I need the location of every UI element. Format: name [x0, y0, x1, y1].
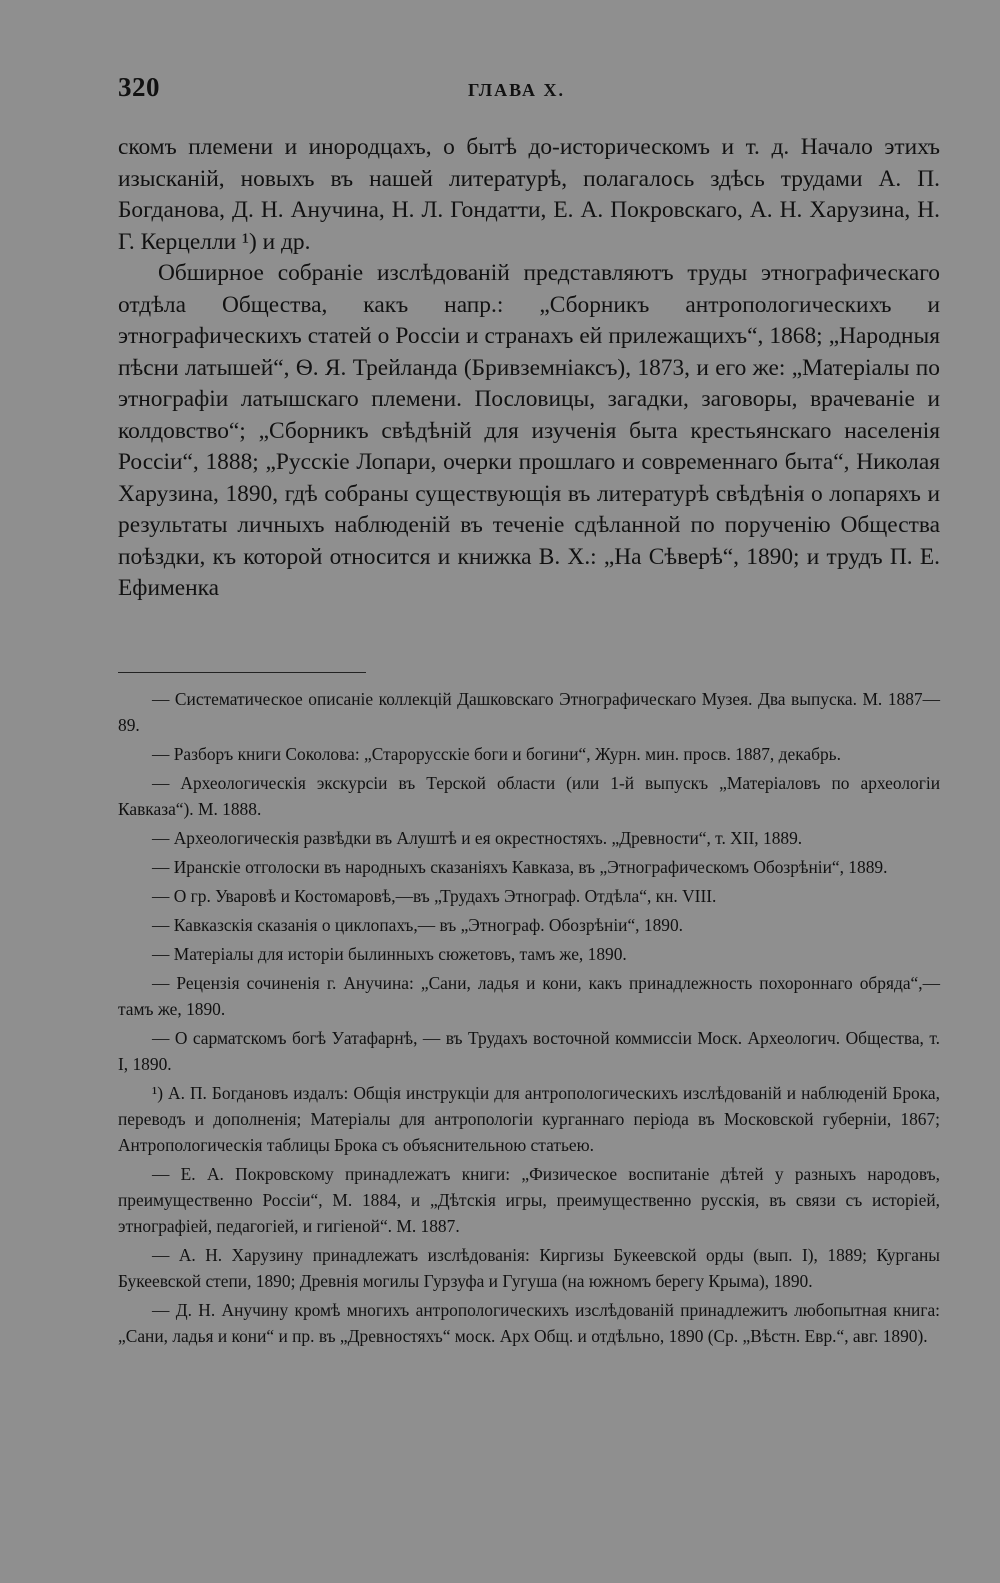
footnote-item: — О сарматскомъ богѣ Уатафарнѣ, — въ Трудахъ восточной коммиссіи Моск. Археологич. Общества, т. I, 1890. — [118, 1028, 940, 1074]
footnote-item: — Матеріалы для исторіи былинныхъ сюжетовъ, тамъ же, 1890. — [152, 944, 627, 964]
footnote-item: — Систематическое описаніе коллекцій Дашковскаго Этнографическаго Музея. Два выпуска. М. 1887—89. — [118, 689, 940, 735]
footnote-item: — Археологическія экскурсіи въ Терской области (или 1-й выпускъ „Матеріаловъ по археологіи Кавказа“). М. 1888. — [118, 773, 940, 819]
footnote-item: — Кавказскія сказанія о циклопахъ,— въ „Этнограф. Обозрѣніи“, 1890. — [152, 915, 683, 935]
footnote-item: — Рецензія сочиненія г. Анучина: „Сани, ладья и кони, какъ принадлежность похороннаго обряда“,—тамъ же, 1890. — [118, 973, 940, 1019]
footnote-item: — А. Н. Харузину принадлежатъ изслѣдованія: Киргизы Букеевской орды (вып. I), 1889; Курганы Букеевской степи, 1890; Древнія могилы Гурзуфа и Гугуша (на южномъ берегу Крыма), 1890. — [118, 1245, 940, 1291]
footnotes — [118, 686, 940, 1352]
footnote-item: ¹) А. П. Богдановъ издалъ: Общія инструкціи для антропологическихъ изслѣдованій и наблюденій Брока, переводъ и дополненія; Матеріалы для антропологіи курганнаго періода въ Московской губерніи, 1867; Антропологическія таблицы Брока съ объяснительною статьею. — [118, 1083, 940, 1155]
footnote-item: — Разборъ книги Соколова: „Старорусскіе боги и богини“, Журн. мин. просв. 1887, декабрь. — [152, 744, 841, 764]
footnote-separator — [118, 672, 366, 673]
footnote-item: — Д. Н. Анучину кромѣ многихъ антропологическихъ изслѣдованій принадлежитъ любопытная книга: „Сани, ладья и кони“ и пр. въ „Древностяхъ“ моск. Арх Общ. и отдѣльно, 1890 (Ср. „Вѣстн. Евр.“, авг. 1890). — [118, 1300, 940, 1346]
page-header — [118, 72, 938, 112]
main-text — [118, 132, 940, 605]
main-paragraph-2: Обширное собраніе изслѣдованій представляютъ труды этнографическаго отдѣла Общества, какъ напр.: „Сборникъ антропологическихъ и этнографическихъ статей о Россіи и странахъ ей прилежащихъ“, 1868; „Народныя пѣсни латышей“, Ѳ. Я. Трейланда (Бривземніаксъ), 1873, и его же: „Матеріалы по этнографіи латышскаго племени. Пословицы, загадки, заговоры, врачеваніе и колдовство“; „Сборникъ свѣдѣній для изученія быта крестьянскаго населенія Россіи“, 1888; „Русскіе Лопари, очерки прошлаго и современнаго быта“, Николая Харузина, 1890, гдѣ собраны существующія въ литературѣ свѣдѣнія о лопаряхъ и результаты личныхъ наблюденій въ теченіе сдѣланной по порученію Общества поѣздки, къ которой относится и книжка В. Х.: „На Сѣверѣ“, 1890; и трудъ П. Е. Ефименка — [118, 260, 940, 601]
page-number: 320 — [118, 72, 160, 102]
footnote-item: — Археологическія развѣдки въ Алуштѣ и ея окрестностяхъ. „Древности“, т. XII, 1889. — [152, 828, 803, 848]
chapter-title: ГЛАВА X. — [468, 80, 566, 100]
footnote-item: — О гр. Уваровѣ и Костомаровѣ,—въ „Трудахъ Этнограф. Отдѣла“, кн. VIII. — [152, 886, 717, 906]
footnote-item: — Е. А. Покровскому принадлежатъ книги: „Физическое воспитаніе дѣтей у разныхъ народовъ, преимущественно Россіи“, М. 1884, и „Дѣтскія игры, преимущественно русскія, въ связи съ исторіей, этнографіей, педагогіей, и гигіеной“. М. 1887. — [118, 1164, 940, 1236]
main-paragraph-1: скомъ племени и инородцахъ, о бытѣ до-историческомъ и т. д. Начало этихъ изысканій, новыхъ въ нашей литературѣ, полагалось здѣсь трудами А. П. Богданова, Д. Н. Анучина, Н. Л. Гондатти, Е. А. Покровскаго, А. Н. Харузина, Н. Г. Керцелли ¹) и др. — [118, 134, 940, 255]
footnote-item: — Иранскіе отголоски въ народныхъ сказаніяхъ Кавказа, въ „Этнографическомъ Обозрѣніи“, 1889. — [152, 857, 888, 877]
